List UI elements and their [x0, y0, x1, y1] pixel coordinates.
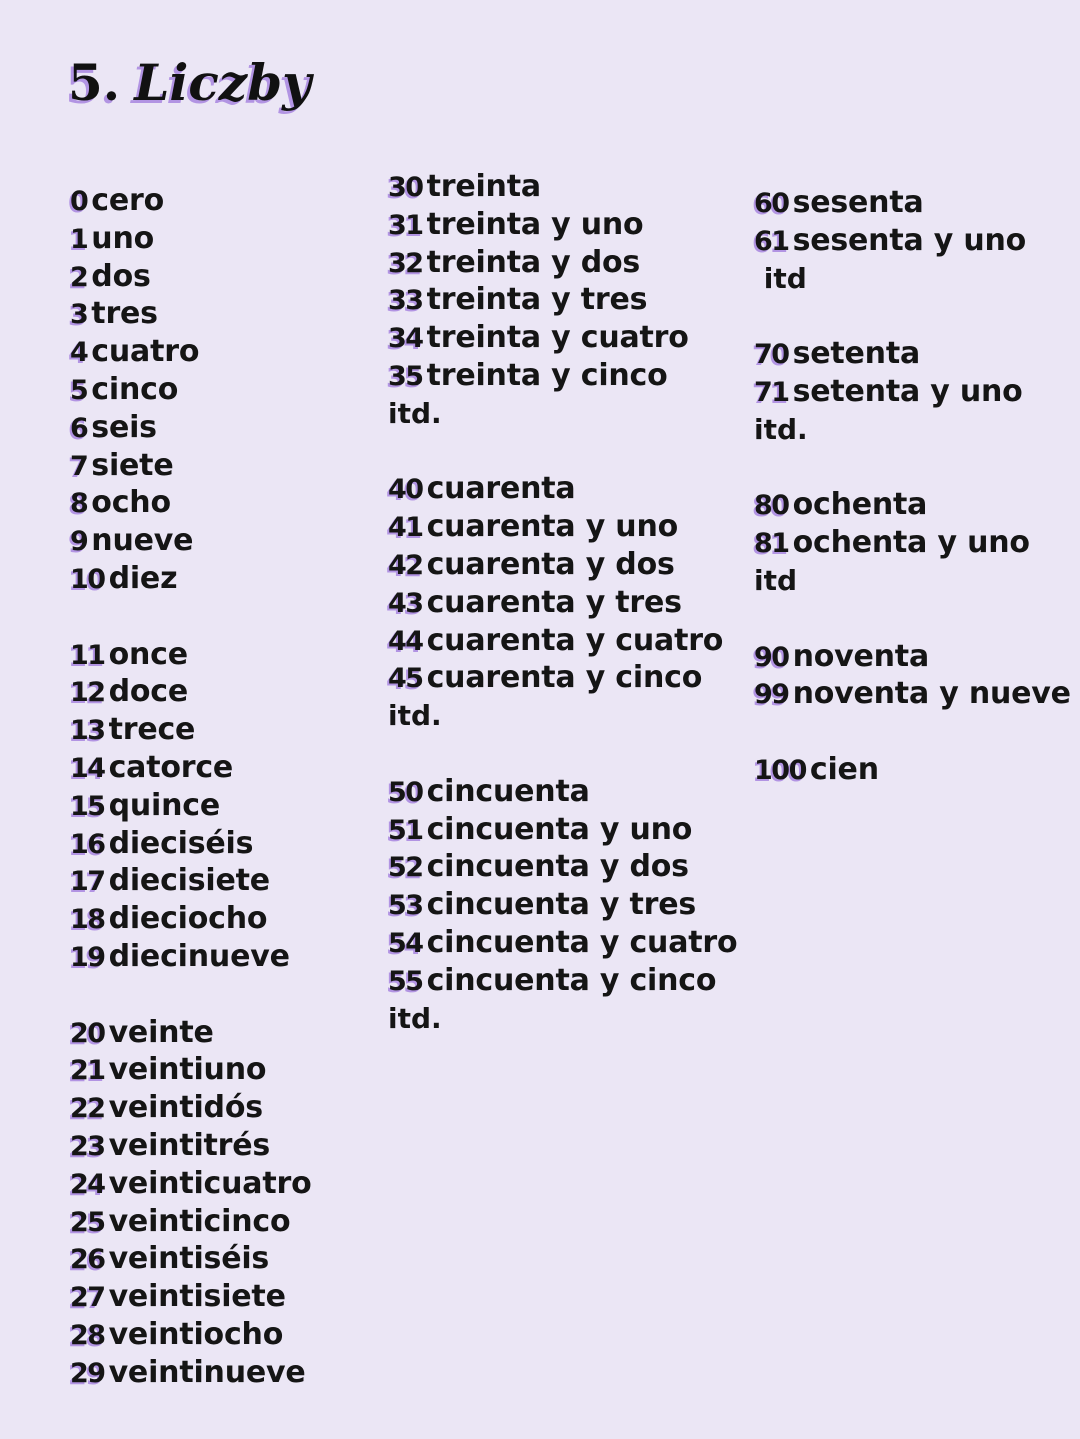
number-entry: [70, 1354, 311, 1392]
number-entry: [754, 486, 1071, 524]
number-word: cuarenta y tres: [426, 584, 682, 620]
number-entry: [70, 862, 311, 900]
group-spacer: [754, 449, 1071, 487]
number-entry: [70, 258, 311, 296]
number-entry: [70, 333, 311, 371]
etc-note: itd.: [388, 1001, 442, 1035]
number-digit: 22: [70, 1093, 105, 1125]
number-word: veinte: [108, 1014, 214, 1050]
group-spacer: [70, 598, 311, 636]
number-entry: [754, 675, 1071, 713]
number-entry: [70, 1278, 311, 1316]
number-word: cero: [91, 183, 165, 218]
number-word: treinta y cuatro: [426, 320, 689, 356]
number-word: diecinueve: [108, 938, 290, 974]
number-entry: [70, 1203, 311, 1241]
number-entry: [754, 184, 1071, 222]
number-entry: [388, 584, 737, 622]
group-spacer: [70, 976, 311, 1014]
number-word: veintiocho: [108, 1316, 284, 1352]
number-word: noventa: [792, 638, 929, 674]
number-digit: 29: [70, 1357, 105, 1389]
number-word: cuatro: [91, 334, 200, 370]
number-word: cuarenta: [426, 471, 576, 507]
number-digit: 19: [70, 941, 105, 973]
number-digit: 5: [70, 374, 88, 406]
numbers-column-2: [388, 168, 737, 1037]
number-digit: 42: [388, 549, 423, 581]
number-digit: 71: [754, 376, 789, 408]
number-digit: 55: [388, 965, 423, 997]
number-entry: [388, 281, 737, 319]
number-word: cinco: [91, 371, 179, 407]
number-entry: [70, 560, 311, 598]
number-word: cuarenta y dos: [426, 546, 675, 582]
number-digit: 9: [70, 526, 88, 558]
number-digit: 61: [754, 225, 789, 257]
number-entry: [388, 357, 737, 395]
number-digit: 13: [70, 715, 105, 747]
number-entry: [70, 484, 311, 522]
number-entry: [388, 168, 737, 206]
number-entry: [70, 1127, 311, 1165]
number-entry: [388, 508, 737, 546]
etc-note: itd.: [388, 396, 442, 430]
number-digit: 41: [388, 512, 423, 544]
number-digit: 11: [70, 639, 105, 671]
number-entry: [754, 373, 1071, 411]
number-digit: 25: [70, 1206, 105, 1238]
number-entry: [70, 787, 311, 825]
number-entry: [70, 447, 311, 485]
number-digit: 20: [70, 1017, 105, 1049]
number-digit: 8: [70, 488, 88, 520]
number-word: cien: [809, 751, 879, 787]
number-entry: [70, 1051, 311, 1089]
number-word: catorce: [108, 749, 234, 785]
number-entry: [388, 244, 737, 282]
number-digit: 51: [388, 814, 423, 846]
number-word: cuarenta y uno: [426, 509, 679, 545]
number-digit: 31: [388, 209, 423, 241]
group-spacer: [754, 600, 1071, 638]
number-word: sesenta y uno: [792, 222, 1027, 258]
number-word: trece: [108, 712, 196, 748]
numbers-column-1: [70, 182, 311, 1392]
number-word: veintisiete: [108, 1279, 286, 1315]
number-entry: [70, 409, 311, 447]
title-number: 5.: [68, 53, 121, 112]
number-word: cincuenta y cuatro: [426, 924, 738, 960]
number-entry: [70, 825, 311, 863]
number-entry: [70, 711, 311, 749]
number-entry: [388, 622, 737, 660]
number-entry: [70, 1089, 311, 1127]
number-entry: [70, 938, 311, 976]
number-digit: 99: [754, 679, 789, 711]
number-word: cincuenta y tres: [426, 887, 697, 923]
number-word: veintidós: [108, 1090, 263, 1126]
number-word: ochenta y uno: [792, 525, 1030, 561]
number-entry: [70, 900, 311, 938]
number-word: cuarenta y cinco: [426, 660, 703, 696]
number-word: veintitrés: [108, 1127, 271, 1163]
number-entry: [70, 220, 311, 258]
number-digit: 53: [388, 890, 423, 922]
number-word: treinta y cinco: [426, 357, 668, 393]
number-entry: [388, 206, 737, 244]
etc-note: itd: [754, 563, 798, 597]
number-entry: [388, 811, 737, 849]
number-entry: [754, 335, 1071, 373]
numbers-column-3: [754, 184, 1071, 789]
number-digit: 24: [70, 1168, 105, 1200]
number-word: nueve: [91, 523, 194, 559]
number-entry: [754, 751, 1071, 789]
number-entry: [388, 962, 737, 1000]
number-word: sesenta: [792, 185, 924, 220]
number-word: ochenta: [792, 487, 928, 523]
number-word: diecisiete: [108, 863, 270, 899]
number-digit: 33: [388, 285, 423, 317]
number-word: quince: [108, 787, 220, 823]
number-digit: 50: [388, 776, 423, 808]
number-digit: 15: [70, 790, 105, 822]
number-digit: 60: [754, 188, 789, 219]
number-entry: [388, 659, 737, 697]
number-word: treinta y tres: [426, 282, 648, 318]
number-entry: [70, 1165, 311, 1203]
number-word: setenta: [792, 336, 921, 372]
number-entry: [388, 924, 737, 962]
number-digit: 43: [388, 587, 423, 619]
number-entry: [70, 673, 311, 711]
number-digit: 90: [754, 641, 789, 673]
number-digit: 21: [70, 1055, 105, 1087]
number-word: ocho: [91, 485, 171, 521]
number-word: dos: [91, 258, 151, 294]
number-word: noventa y nueve: [792, 676, 1071, 712]
number-digit: 44: [388, 625, 423, 657]
number-word: cincuenta y uno: [426, 811, 693, 847]
number-word: treinta: [426, 169, 541, 204]
number-word: dieciocho: [108, 901, 268, 937]
number-digit: 10: [70, 563, 105, 595]
number-entry: [388, 546, 737, 584]
number-word: veinticuatro: [108, 1165, 312, 1201]
number-digit: 12: [70, 677, 105, 709]
group-spacer: [388, 735, 737, 773]
number-digit: 70: [754, 339, 789, 371]
number-digit: 81: [754, 528, 789, 560]
number-digit: 14: [70, 752, 105, 784]
group-spacer: [754, 713, 1071, 751]
number-digit: 1: [70, 223, 88, 255]
number-word: doce: [108, 674, 188, 710]
number-entry: [754, 524, 1071, 562]
number-digit: 23: [70, 1130, 105, 1162]
number-digit: 27: [70, 1282, 105, 1314]
number-entry: [70, 1316, 311, 1354]
number-word: setenta y uno: [792, 373, 1023, 409]
number-entry: [70, 182, 311, 220]
number-entry: [70, 371, 311, 409]
number-digit: 40: [388, 474, 423, 506]
number-word: treinta y uno: [426, 206, 644, 242]
number-entry: [70, 1014, 311, 1052]
number-word: cincuenta y dos: [426, 849, 689, 885]
number-digit: 35: [388, 360, 423, 392]
page-title: [68, 52, 311, 114]
number-entry: [70, 749, 311, 787]
number-word: veintiuno: [108, 1052, 267, 1088]
number-digit: 3: [70, 299, 88, 331]
number-entry: [388, 319, 737, 357]
number-word: tres: [91, 296, 158, 332]
number-digit: 45: [388, 663, 423, 695]
number-digit: 18: [70, 904, 105, 936]
number-entry: [388, 773, 737, 811]
etc-note: itd.: [388, 699, 442, 733]
number-digit: 34: [388, 323, 423, 355]
number-digit: 6: [70, 412, 88, 444]
number-word: veintiséis: [108, 1241, 270, 1277]
number-entry: [754, 638, 1071, 676]
number-entry: [70, 522, 311, 560]
number-digit: 16: [70, 828, 105, 860]
number-entry: [388, 470, 737, 508]
number-digit: 28: [70, 1319, 105, 1351]
number-entry: [388, 848, 737, 886]
etc-note: itd.: [754, 412, 808, 446]
number-word: veintinueve: [108, 1354, 306, 1390]
number-digit: 52: [388, 852, 423, 884]
number-word: cincuenta y cinco: [426, 962, 717, 998]
etc-note: itd: [754, 261, 807, 295]
number-word: cuarenta y cuatro: [426, 622, 724, 658]
number-digit: 100: [754, 754, 806, 786]
number-entry: [754, 222, 1071, 260]
number-word: seis: [91, 409, 157, 445]
group-spacer: [388, 433, 737, 471]
number-entry: [388, 886, 737, 924]
group-spacer: [754, 297, 1071, 335]
number-word: uno: [91, 220, 155, 256]
number-word: treinta y dos: [426, 244, 641, 280]
number-word: once: [108, 636, 188, 672]
number-digit: 17: [70, 866, 105, 898]
number-digit: 4: [70, 337, 88, 369]
number-digit: 32: [388, 247, 423, 279]
number-digit: 54: [388, 927, 423, 959]
number-digit: 30: [388, 172, 423, 203]
number-entry: [70, 1240, 311, 1278]
number-word: siete: [91, 447, 174, 483]
number-digit: 7: [70, 450, 88, 482]
number-word: dieciséis: [108, 825, 254, 861]
number-word: veinticinco: [108, 1203, 291, 1239]
title-text: Liczby: [134, 53, 312, 112]
number-digit: 80: [754, 490, 789, 522]
number-digit: 2: [70, 261, 88, 293]
number-digit: 26: [70, 1244, 105, 1276]
number-entry: [70, 295, 311, 333]
number-entry: [70, 636, 311, 674]
number-word: cincuenta: [426, 773, 590, 809]
number-digit: 0: [70, 186, 88, 217]
number-word: diez: [108, 560, 178, 596]
